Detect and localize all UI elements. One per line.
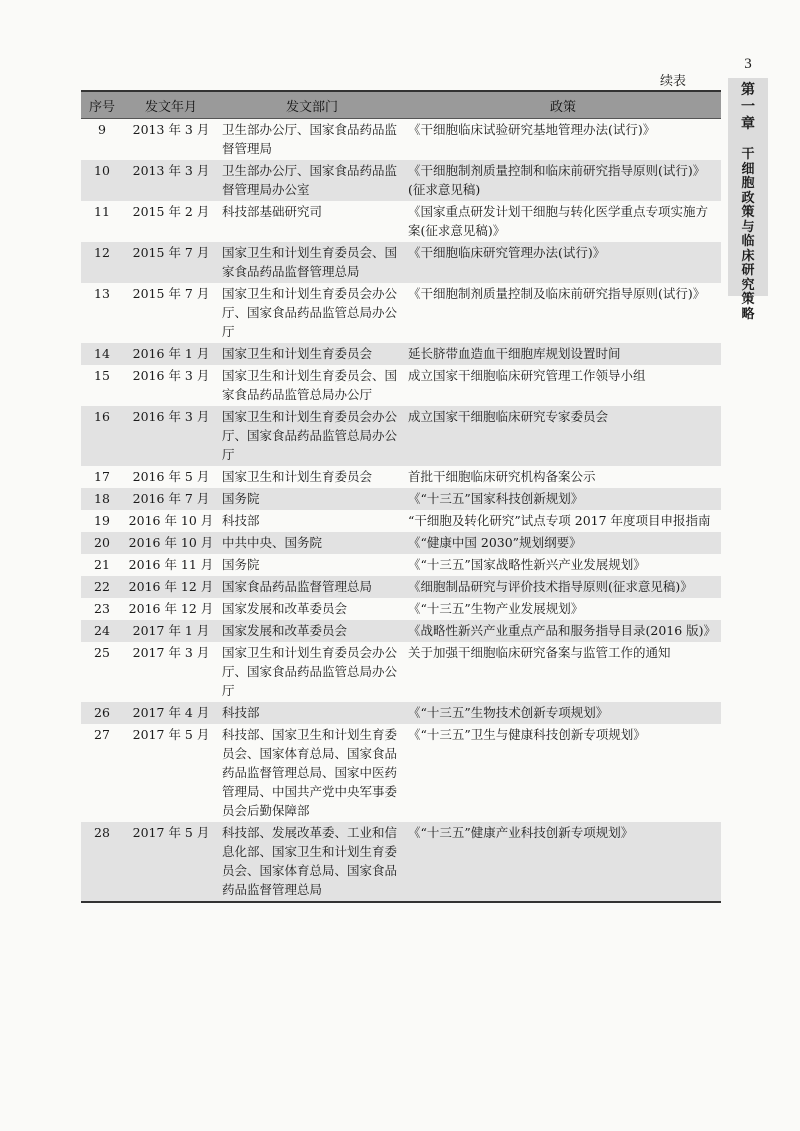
cell-date: 2016 年 3 月 [132, 409, 210, 424]
cell-policy: 《干细胞制剂质量控制和临床前研究指导原则(试行)》(征求意见稿) [408, 163, 706, 197]
chapter-title-char: 略 [741, 306, 755, 322]
cell-department: 科技部、国家卫生和计划生育委员会、国家体育总局、国家食品药品监督管理总局、国家中医药管理局、中国共产党中央军事委员会后勤保障部 [222, 727, 398, 818]
header-department: 发文部门 [219, 91, 405, 119]
cell-no: 13 [94, 286, 110, 301]
cell-date: 2016 年 7 月 [132, 491, 210, 506]
chapter-title-char: 与 [741, 219, 755, 235]
cell-policy: 首批干细胞临床研究机构备案公示 [408, 469, 596, 484]
header-date: 发文年月 [123, 91, 219, 119]
chapter-title-char: 床 [741, 248, 755, 264]
cell-department: 国务院 [222, 557, 260, 572]
cell-department: 科技部基础研究司 [222, 204, 323, 219]
cell-no: 15 [94, 368, 110, 383]
cell-no: 26 [94, 705, 110, 720]
policy-table-container [81, 90, 721, 903]
cell-department: 科技部、发展改革委、工业和信息化部、国家卫生和计划生育委员会、国家体育总局、国家食品药品监督管理总局 [219, 822, 405, 902]
chapter-title-char: 政 [741, 190, 755, 206]
cell-policy: 《“十三五”生物产业发展规划》 [408, 601, 584, 616]
cell-no: 16 [94, 409, 110, 424]
table-row [81, 201, 721, 242]
cell-department: 国家卫生和计划生育委员会 [222, 346, 373, 361]
cell-no: 17 [94, 469, 110, 484]
chapter-title-char: 临 [741, 234, 755, 249]
cell-date: 2016 年 12 月 [128, 601, 214, 616]
cell-date: 2017 年 3 月 [132, 645, 210, 660]
table-row [81, 598, 721, 620]
cell-no: 28 [81, 822, 123, 902]
cell-department: 国家卫生和计划生育委员会办公厅、国家食品药品监管总局办公厅 [222, 645, 398, 698]
chapter-char: 章 [741, 116, 755, 132]
cell-no: 21 [94, 557, 110, 572]
cell-policy: 《“十三五”健康产业科技创新专项规划》 [405, 822, 721, 902]
table-row [81, 160, 721, 201]
cell-date: 2017 年 1 月 [132, 623, 210, 638]
chapter-title-char: 干 [741, 147, 755, 162]
cell-no: 10 [94, 163, 110, 178]
table-row [81, 119, 721, 161]
cell-policy: 《“十三五”国家战略性新兴产业发展规划》 [408, 557, 646, 572]
cell-date: 2016 年 1 月 [132, 346, 210, 361]
cell-policy: 《细胞制品研究与评价技术指导原则(征求意见稿)》 [408, 579, 693, 594]
chapter-title-char: 究 [741, 277, 755, 293]
cell-date: 2013 年 3 月 [132, 122, 210, 137]
chapter-title-char: 研 [741, 263, 755, 278]
table-row [81, 702, 721, 724]
cell-date: 2015 年 7 月 [132, 286, 210, 301]
table-row [81, 343, 721, 365]
cell-department: 国家食品药品监督管理总局 [222, 579, 373, 594]
chapter-char: 一 [741, 99, 755, 115]
cell-department: 国家卫生和计划生育委员会办公厅、国家食品药品监管总局办公厅 [222, 286, 398, 339]
cell-no: 18 [94, 491, 110, 506]
cell-date: 2016 年 11 月 [128, 557, 214, 572]
cell-policy: 《国家重点研发计划干细胞与转化医学重点专项实施方案(征求意见稿)》 [408, 204, 709, 238]
cell-department: 中共中央、国务院 [222, 535, 323, 550]
chapter-title-char: 策 [741, 292, 755, 307]
cell-department: 卫生部办公厅、国家食品药品监督管理局 [222, 122, 398, 156]
cell-policy: 《干细胞临床研究管理办法(试行)》 [408, 245, 606, 260]
table-row [81, 822, 721, 902]
cell-no: 25 [94, 645, 110, 660]
cell-department: 国家卫生和计划生育委员会、国家食品药品监督管理总局 [222, 245, 398, 279]
cell-department: 国家发展和改革委员会 [222, 601, 348, 616]
cell-policy: 延长脐带血造血干细胞库规划设置时间 [408, 346, 621, 361]
table-row [81, 642, 721, 702]
chapter-title-char: 策 [741, 205, 755, 220]
cell-policy: 《干细胞制剂质量控制及临床前研究指导原则(试行)》 [408, 286, 706, 301]
table-row [81, 406, 721, 466]
cell-no: 11 [94, 204, 110, 219]
cell-no: 20 [94, 535, 110, 550]
cell-date: 2017 年 5 月 [132, 727, 210, 742]
continued-label: 续表 [660, 74, 687, 89]
cell-department: 科技部 [222, 705, 260, 720]
cell-no: 14 [94, 346, 110, 361]
cell-no: 22 [94, 579, 110, 594]
table-row [81, 488, 721, 510]
cell-date: 2016 年 10 月 [128, 513, 214, 528]
cell-date: 2013 年 3 月 [132, 163, 210, 178]
cell-department: 国家卫生和计划生育委员会办公厅、国家食品药品监管总局办公厅 [222, 409, 398, 462]
cell-date: 2015 年 2 月 [132, 204, 210, 219]
cell-policy: 《战略性新兴产业重点产品和服务指导目录(2016 版)》 [408, 623, 717, 638]
cell-no: 19 [94, 513, 110, 528]
chapter-title-char: 细 [741, 161, 755, 177]
cell-department: 卫生部办公厅、国家食品药品监督管理局办公室 [222, 163, 398, 197]
chapter-label [728, 82, 768, 133]
cell-date: 2016 年 3 月 [132, 368, 210, 383]
cell-date: 2017 年 5 月 [123, 822, 219, 902]
table-row [81, 466, 721, 488]
cell-department: 国家卫生和计划生育委员会、国家食品药品监管总局办公厅 [222, 368, 398, 402]
chapter-side-tab [728, 78, 768, 322]
table-row [81, 365, 721, 406]
cell-no: 9 [98, 122, 106, 137]
cell-policy: 《干细胞临床试验研究基地管理办法(试行)》 [408, 122, 656, 137]
chapter-char: 第 [741, 82, 755, 98]
cell-policy: 关于加强干细胞临床研究备案与监管工作的通知 [408, 645, 671, 660]
cell-policy: 《“健康中国 2030”规划纲要》 [408, 535, 582, 550]
cell-department: 科技部 [222, 513, 260, 528]
cell-date: 2015 年 7 月 [132, 245, 210, 260]
cell-policy: 成立国家干细胞临床研究专家委员会 [408, 409, 609, 424]
cell-no: 12 [94, 245, 110, 260]
cell-department: 国务院 [222, 491, 260, 506]
cell-policy: 《“十三五”卫生与健康科技创新专项规划》 [408, 727, 646, 742]
table-row [81, 620, 721, 642]
cell-department: 国家发展和改革委员会 [222, 623, 348, 638]
header-no: 序号 [81, 91, 123, 119]
table-row [81, 242, 721, 283]
cell-no: 23 [94, 601, 110, 616]
table-row [81, 724, 721, 822]
cell-date: 2016 年 5 月 [132, 469, 210, 484]
policy-table [81, 90, 721, 903]
cell-date: 2017 年 4 月 [132, 705, 210, 720]
cell-department: 国家卫生和计划生育委员会 [222, 469, 373, 484]
cell-no: 27 [94, 727, 110, 742]
cell-no: 24 [94, 623, 110, 638]
header-policy: 政策 [405, 91, 721, 119]
cell-policy: “干细胞及转化研究”试点专项 2017 年度项目申报指南 [408, 513, 711, 528]
table-row [81, 532, 721, 554]
table-header-row [81, 91, 721, 119]
cell-policy: 成立国家干细胞临床研究管理工作领导小组 [408, 368, 646, 383]
chapter-title-char: 胞 [741, 176, 755, 191]
table-row [81, 283, 721, 343]
page-number: 3 [744, 56, 752, 72]
cell-date: 2016 年 12 月 [128, 579, 214, 594]
chapter-title [728, 148, 768, 322]
cell-policy: 《“十三五”国家科技创新规划》 [408, 491, 584, 506]
table-body [81, 119, 721, 903]
table-row [81, 576, 721, 598]
cell-date: 2016 年 10 月 [128, 535, 214, 550]
cell-policy: 《“十三五”生物技术创新专项规划》 [408, 705, 609, 720]
table-row [81, 510, 721, 532]
table-row [81, 554, 721, 576]
